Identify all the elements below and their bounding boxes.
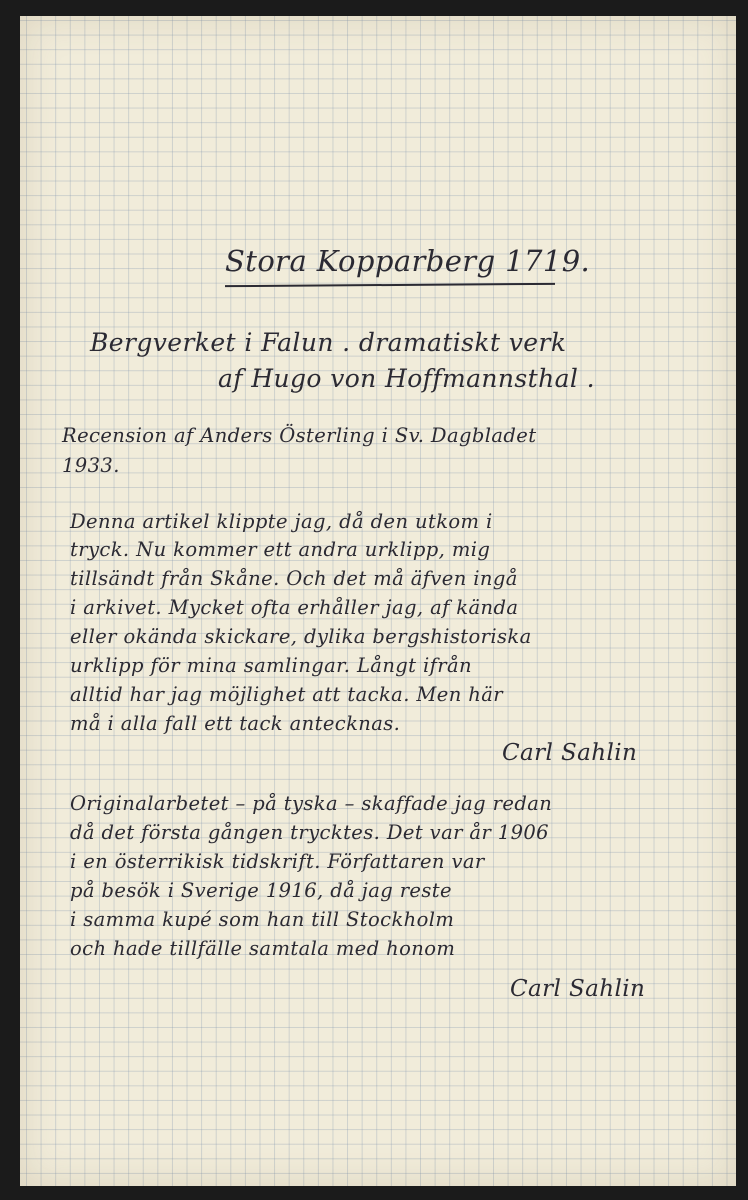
paragraph-1-line: i arkivet. Mycket ofta erhåller jag, af kända bbox=[70, 596, 519, 619]
paragraph-2-line: på besök i Sverige 1916, då jag reste bbox=[70, 879, 452, 902]
manuscript-page bbox=[20, 16, 736, 1186]
review-line-2: 1933. bbox=[62, 454, 120, 477]
paragraph-1-line: tryck. Nu kommer ett andra urklipp, mig bbox=[70, 538, 491, 561]
paragraph-1-line: må i alla fall ett tack antecknas. bbox=[70, 712, 401, 735]
paragraph-2-line: i samma kupé som han till Stockholm bbox=[70, 908, 455, 931]
title-underline bbox=[225, 283, 555, 287]
signature-1: Carl Sahlin bbox=[502, 740, 638, 766]
work-title-line-2: af Hugo von Hoffmannsthal . bbox=[218, 364, 595, 393]
paragraph-1-line: tillsändt från Skåne. Och det må äfven ingå bbox=[70, 567, 518, 590]
signature-2: Carl Sahlin bbox=[510, 976, 646, 1002]
review-line-1: Recension af Anders Österling i Sv. Dagbladet bbox=[62, 424, 537, 447]
paragraph-1-line: alltid har jag möjlighet att tacka. Men här bbox=[70, 683, 503, 706]
paragraph-2-line: Originalarbetet – på tyska – skaffade jag redan bbox=[70, 792, 553, 815]
paragraph-1-line: Denna artikel klippte jag, då den utkom i bbox=[70, 510, 493, 533]
paragraph-2-line: och hade tillfälle samtala med honom bbox=[70, 937, 456, 960]
document-title: Stora Kopparberg 1719. bbox=[225, 244, 591, 278]
paragraph-2-line: då det första gången trycktes. Det var år 1906 bbox=[70, 821, 549, 844]
work-title-line-1: Bergverket i Falun . dramatiskt verk bbox=[90, 328, 567, 357]
paragraph-1-line: eller okända skickare, dylika bergshistoriska bbox=[70, 625, 532, 648]
paragraph-2-line: i en österrikisk tidskrift. Författaren var bbox=[70, 850, 485, 873]
paragraph-1-line: urklipp för mina samlingar. Långt ifrån bbox=[70, 654, 472, 677]
